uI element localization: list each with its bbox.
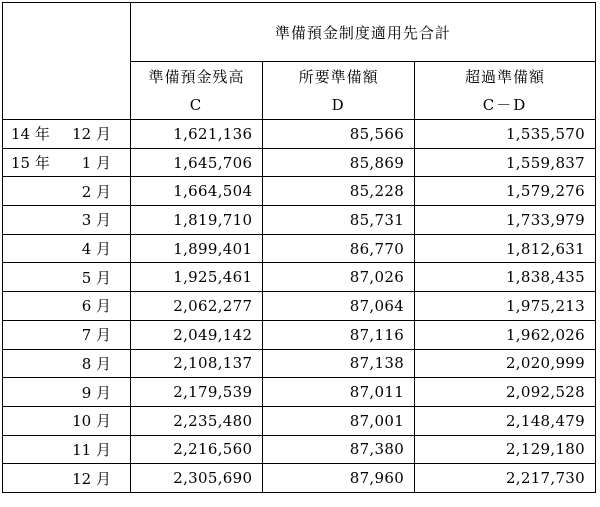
required-reserve-cell: 87,138: [263, 349, 415, 378]
month-label: 2 月: [81, 182, 111, 201]
table-row: [3, 349, 596, 378]
period-cell: [3, 206, 131, 235]
reserve-deposit-table: [2, 2, 596, 493]
required-reserve-cell: 87,026: [263, 263, 415, 292]
year-label: 14 年: [11, 125, 50, 144]
excess-reserve-cell: 1,962,026: [415, 320, 596, 349]
column-header-excess-reserve: [415, 62, 596, 120]
reserve-balance-cell: 2,305,690: [130, 464, 263, 493]
reserve-balance-cell: 2,062,277: [130, 292, 263, 321]
excess-reserve-cell: 2,217,730: [415, 464, 596, 493]
period-cell: [3, 234, 131, 263]
period-cell: [3, 292, 131, 321]
table-body: [3, 120, 596, 493]
corner-cell: [3, 3, 131, 120]
period-cell: [3, 349, 131, 378]
period-cell: [3, 406, 131, 435]
reserve-balance-cell: 2,216,560: [130, 435, 263, 464]
month-label: 1 月: [81, 154, 111, 173]
month-label: 3 月: [81, 211, 111, 230]
excess-reserve-cell: 1,975,213: [415, 292, 596, 321]
reserve-balance-cell: 1,664,504: [130, 177, 263, 206]
excess-reserve-cell: 2,129,180: [415, 435, 596, 464]
table-row: [3, 320, 596, 349]
table-row: [3, 378, 596, 407]
column-header-label: 準備預金残高: [148, 67, 245, 86]
excess-reserve-cell: 1,579,276: [415, 177, 596, 206]
table-row: [3, 435, 596, 464]
period-cell: [3, 435, 131, 464]
month-label: 6 月: [81, 297, 111, 316]
column-header-label: 超過準備額: [465, 67, 546, 86]
month-label: 10 月: [72, 412, 111, 431]
year-label: 15 年: [11, 154, 50, 173]
period-cell: [3, 320, 131, 349]
table-row: [3, 206, 596, 235]
month-label: 12 月: [72, 469, 111, 488]
table-row: [3, 234, 596, 263]
period-cell: [3, 464, 131, 493]
month-label: 11 月: [72, 440, 111, 459]
column-header-reserve-balance: [130, 62, 263, 120]
required-reserve-cell: 87,116: [263, 320, 415, 349]
excess-reserve-cell: 1,838,435: [415, 263, 596, 292]
month-label: 9 月: [81, 383, 111, 402]
excess-reserve-cell: 2,020,999: [415, 349, 596, 378]
period-cell: [3, 177, 131, 206]
month-label: 7 月: [81, 326, 111, 345]
reserve-balance-cell: 2,108,137: [130, 349, 263, 378]
reserve-balance-cell: 1,899,401: [130, 234, 263, 263]
table-row: [3, 148, 596, 177]
table-row: [3, 406, 596, 435]
period-cell: [3, 378, 131, 407]
column-header-symbol: C－D: [482, 95, 528, 114]
group-header: 準備預金制度適用先合計: [130, 3, 595, 62]
reserve-balance-cell: 1,621,136: [130, 120, 263, 149]
column-header-symbol: D: [331, 95, 346, 114]
excess-reserve-cell: 2,148,479: [415, 406, 596, 435]
column-header-required-reserve: [263, 62, 415, 120]
excess-reserve-cell: 1,559,837: [415, 148, 596, 177]
month-label: 4 月: [81, 240, 111, 259]
required-reserve-cell: 85,869: [263, 148, 415, 177]
excess-reserve-cell: 1,535,570: [415, 120, 596, 149]
reserve-balance-cell: 2,049,142: [130, 320, 263, 349]
month-label: 5 月: [81, 268, 111, 287]
month-label: 8 月: [81, 354, 111, 373]
column-header-symbol: C: [189, 95, 204, 114]
excess-reserve-cell: 1,733,979: [415, 206, 596, 235]
reserve-balance-cell: 2,179,539: [130, 378, 263, 407]
table-row: [3, 120, 596, 149]
required-reserve-cell: 85,566: [263, 120, 415, 149]
required-reserve-cell: 87,011: [263, 378, 415, 407]
excess-reserve-cell: 2,092,528: [415, 378, 596, 407]
table-row: [3, 177, 596, 206]
column-header-label: 所要準備額: [298, 67, 379, 86]
required-reserve-cell: 87,380: [263, 435, 415, 464]
reserve-balance-cell: 1,925,461: [130, 263, 263, 292]
required-reserve-cell: 87,960: [263, 464, 415, 493]
period-cell: [3, 120, 131, 149]
reserve-balance-cell: 1,819,710: [130, 206, 263, 235]
required-reserve-cell: 87,064: [263, 292, 415, 321]
required-reserve-cell: 86,770: [263, 234, 415, 263]
table-row: [3, 292, 596, 321]
month-label: 12 月: [72, 125, 111, 144]
required-reserve-cell: 87,001: [263, 406, 415, 435]
period-cell: [3, 263, 131, 292]
reserve-balance-cell: 2,235,480: [130, 406, 263, 435]
table-row: [3, 464, 596, 493]
table-row: [3, 263, 596, 292]
excess-reserve-cell: 1,812,631: [415, 234, 596, 263]
required-reserve-cell: 85,731: [263, 206, 415, 235]
reserve-balance-cell: 1,645,706: [130, 148, 263, 177]
required-reserve-cell: 85,228: [263, 177, 415, 206]
period-cell: [3, 148, 131, 177]
